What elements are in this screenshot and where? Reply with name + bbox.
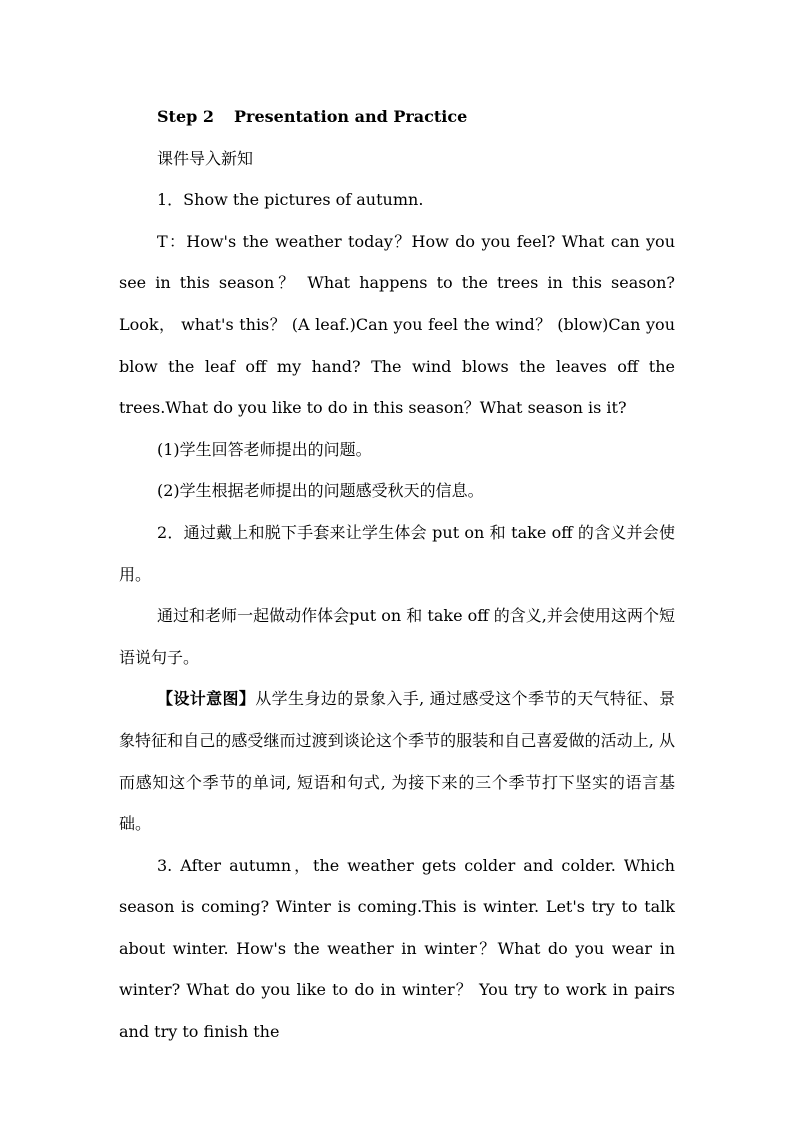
paragraph-practice-phrases: 通过和老师一起做动作体会put on 和 take off 的含义,并会使用这两个短语说句子。: [119, 606, 675, 667]
paragraph-student-answer-1: (1)学生回答老师提出的问题。: [157, 439, 372, 459]
paragraph-courseware-intro: 课件导入新知: [157, 148, 254, 168]
design-intent-label: 【设计意图】: [157, 689, 256, 709]
design-intent-body: 从学生身边的景象入手, 通过感受这个季节的天气特征、景象特征和自己的感受继而过渡到谈论这个季节的服装和自己喜爱做的活动上, 从而感知这个季节的单词, 短语和句式, 为接下来的三个季节打下坚实的语言基础。: [119, 689, 675, 834]
document-body: [119, 96, 675, 1053]
paragraph-teacher-questions: T：How's the weather today？How do you feel? What can you see in this season？ What happens to the trees in this season? Look， what's this？ (A leaf.)Can you feel the wind？ (blow)Can you blow the leaf off my hand? The wind blows the leaves off the trees.What do you like to do in this season？What season is it?: [119, 231, 675, 418]
paragraph-student-answer-2: (2)学生根据老师提出的问题感受秋天的信息。: [157, 481, 484, 501]
step-label: Step 2: [157, 107, 215, 126]
paragraph-item-3: 3. After autumn，the weather gets colder and colder. Which season is coming? Winter is coming.This is winter. Let's try to talk about winter. How's the weather in winter？What do you wear in winter? What do you like to do in winter？ You try to work in pairs and try to finish the: [119, 855, 675, 1042]
paragraph-design-intent: [119, 678, 675, 844]
step-title: Presentation and Practice: [234, 107, 468, 126]
paragraph-item-2: 2．通过戴上和脱下手套来让学生体会 put on 和 take off 的含义并会使用。: [119, 522, 675, 584]
paragraph-item-1: 1．Show the pictures of autumn.: [157, 190, 424, 210]
step-heading: [119, 96, 675, 138]
